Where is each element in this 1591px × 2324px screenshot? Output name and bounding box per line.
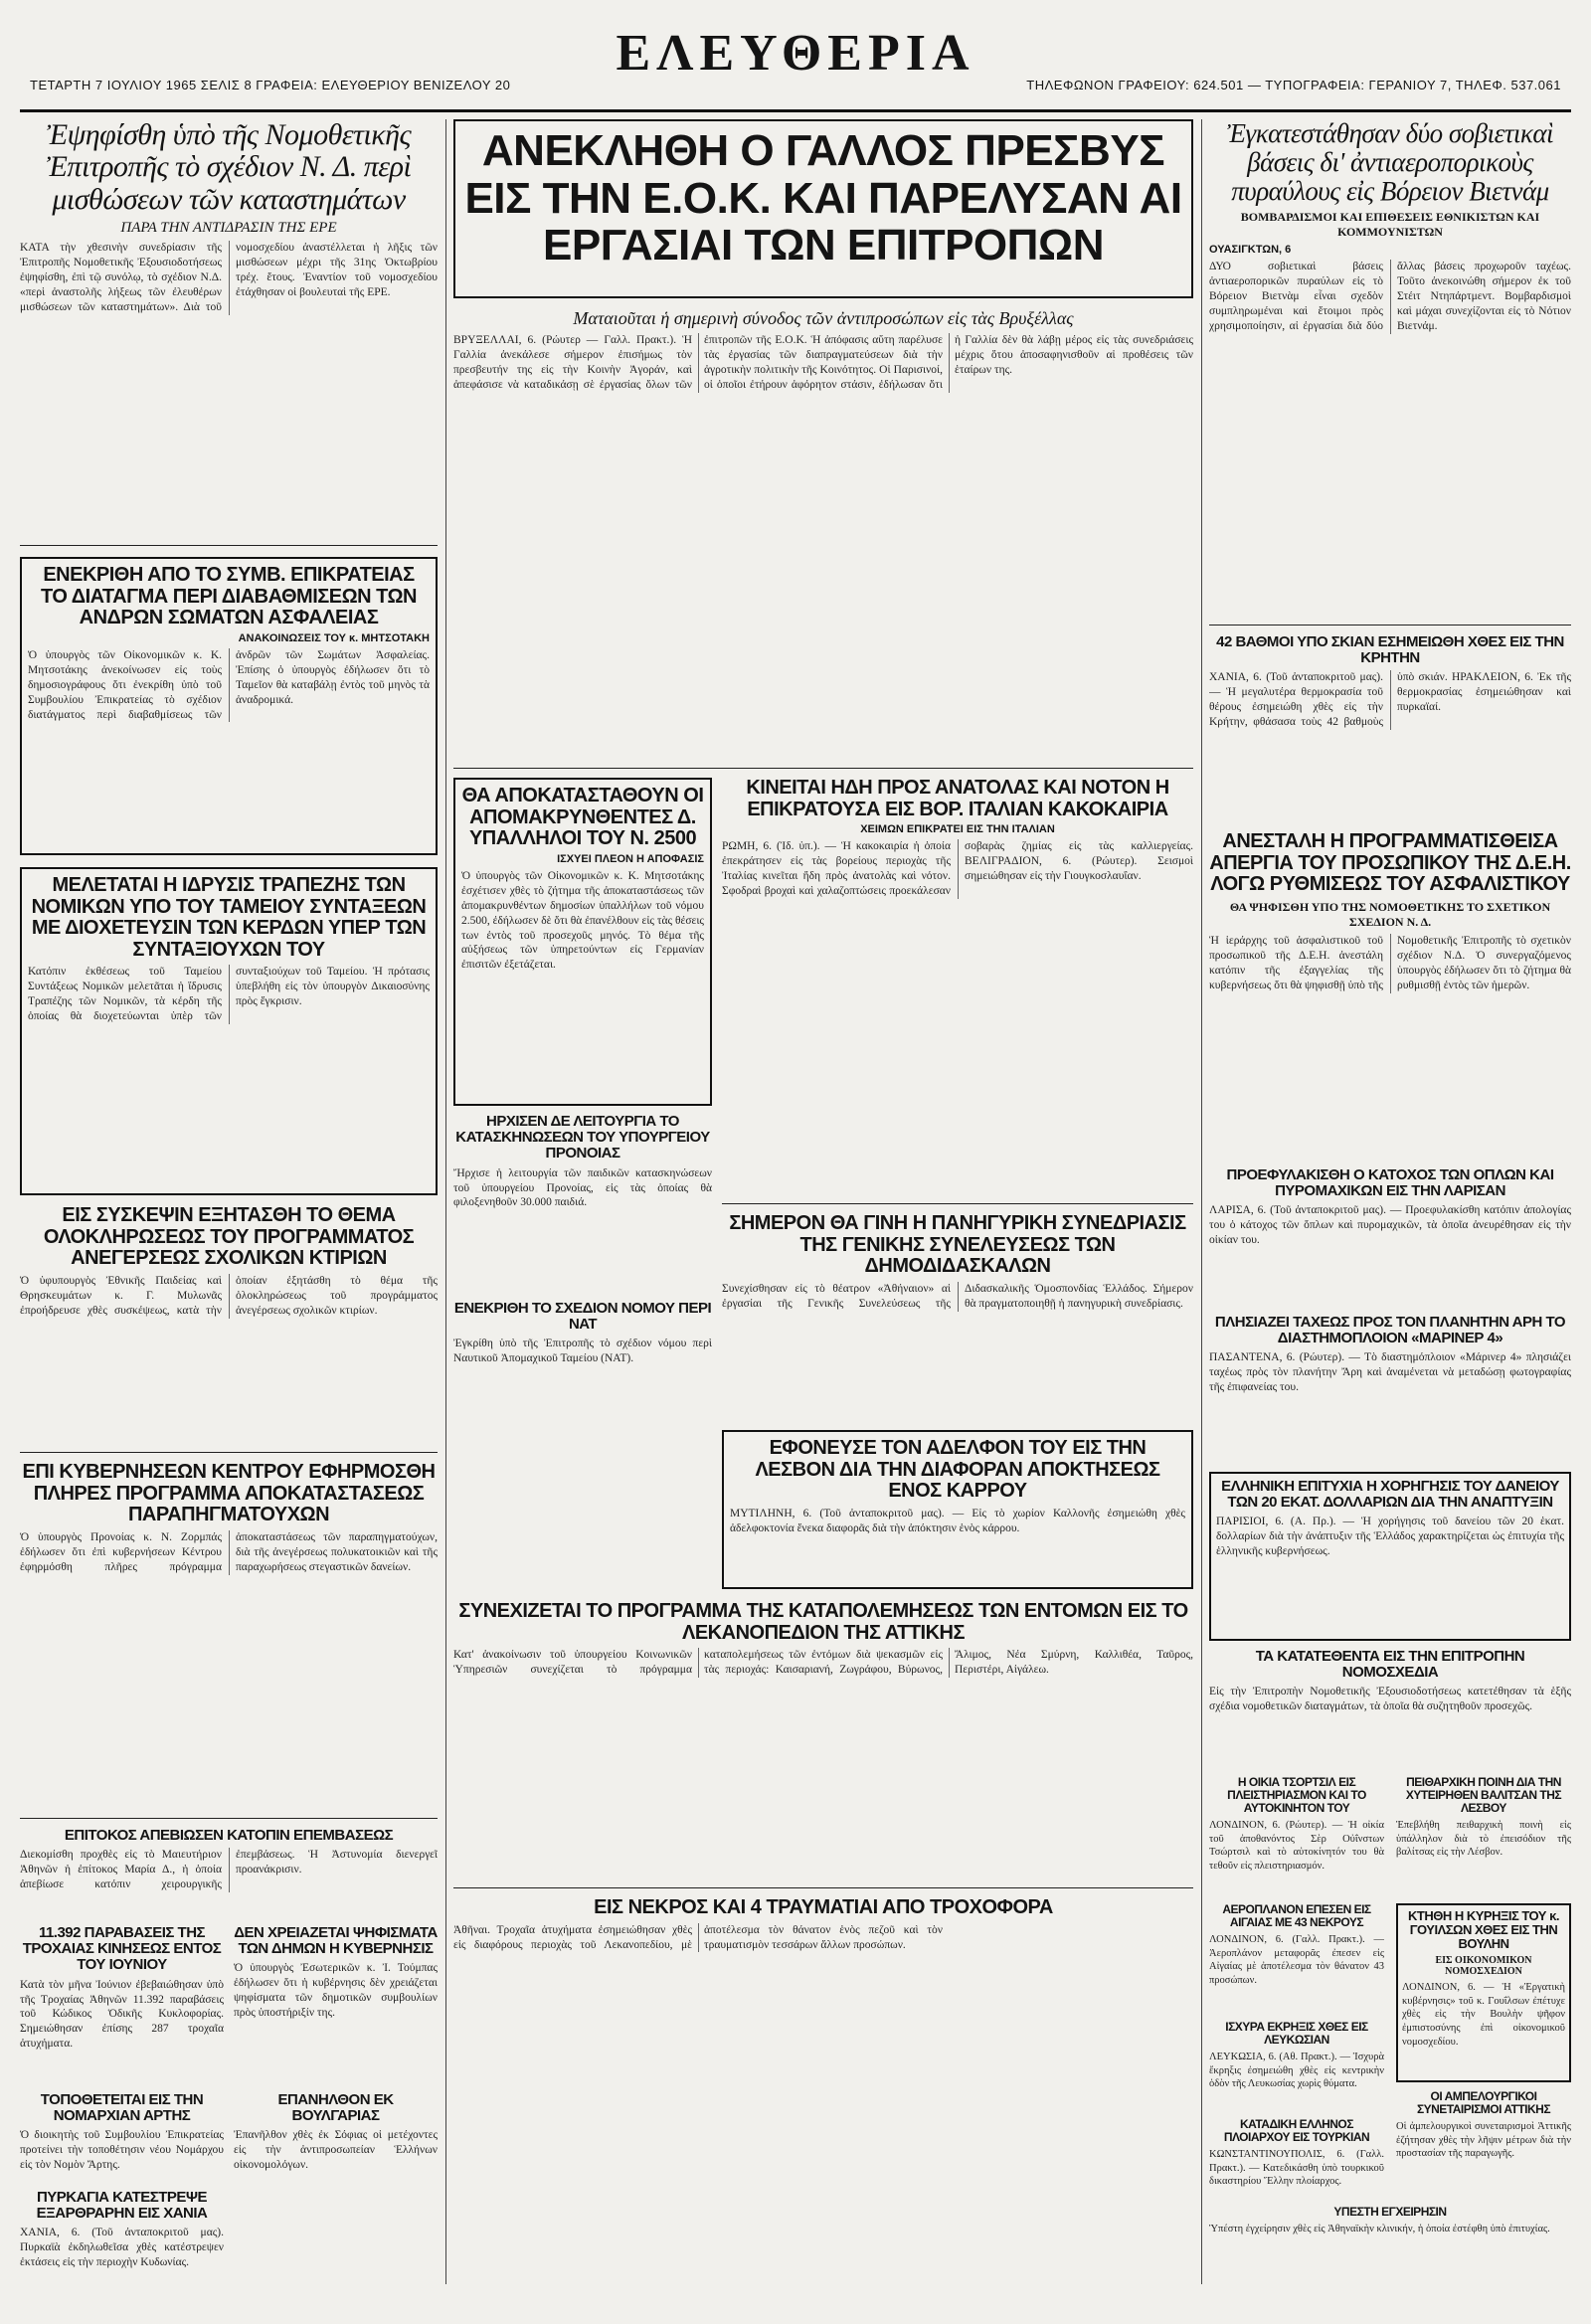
headline: ΣΗΜΕΡΟΝ ΘΑ ΓΙΝΗ Η ΠΑΝΗΓΥΡΙΚΗ ΣΥΝΕΔΡΙΑΣΙΣ ΤΗΣ ΓΕΝΙΚΗΣ ΣΥΝΕΛΕΥΣΕΩΣ ΤΩΝ ΔΗΜΟΔΙΔΑΣΚΑΛΩΝ	[729, 1213, 1186, 1278]
headline: ΠΛΗΣΙΑΖΕΙ ΤΑΧΕΩΣ ΠΡΟΣ ΤΟΝ ΠΛΑΝΗΤΗΝ ΑΡΗ ΤΟ ΔΙΑΣΤΗΜΟΠΛΟΙΟΝ «ΜΑΡΙΝΕΡ 4»	[1214, 1315, 1566, 1347]
divider	[722, 1203, 1193, 1204]
divider	[453, 1887, 1193, 1888]
article-body: ΒΡΥΞΕΛΛΑΙ, 6. (Ρώυτερ — Γαλλ. Πρακτ.). Ἡ Γαλλία ἀνεκάλεσε σήμερον ἐπισήμως τὸν πρεσβευτήν της εἰς τὴν Κοινὴν Ἀγοράν, καὶ ἀπεφάσισε νὰ καταδικάσῃ σὲ ἐργασίας ὅλων τῶν ἐπιτροπῶν τῆς Ε.Ο.Κ. Ἡ ἀπόφασις αὕτη παρέλυσε τὰς ἐργασίας τῶν διαπραγματεύσεων διὰ τὴν ἀγροτικὴν πολιτικὴν τῆς Κοινότητος. Οἱ Παρισινοί, οἱ ὁποῖοι ἐτήρουν ἀφόρητον στάσιν, ἐδήλωσαν ὅτι ἡ Γαλλία δὲν θὰ λάβῃ μέρος εἰς τὰς συνεδριάσεις μέχρις ὅτου ἀποσαφηνισθοῦν αἱ προθέσεις τῶν ἑταίρων της.	[453, 334, 1193, 391]
headline: ΠΡΟΕΦΥΛΑΚΙΣΘΗ Ο ΚΑΤΟΧΟΣ ΤΩΝ ΟΠΛΩΝ ΚΑΙ ΠΥΡΟΜΑΧΙΚΩΝ ΕΙΣ ΤΗΝ ΛΑΡΙΣΑΝ	[1226, 1167, 1554, 1200]
headline: Ἐψηφίσθη ὑπὸ τῆς Νομοθετικῆς Ἐπιτροπῆς τὸ σχέδιον Ν. Δ. περὶ μισθώσεων τῶν καταστημάτων	[46, 119, 412, 216]
headline: ΔΕΝ ΧΡΕΙΑΖΕΤΑΙ ΨΗΦΙΣΜΑΤΑ ΤΩΝ ΔΗΜΩΝ Η ΚΥΒΕΡΝΗΣΙΣ	[234, 1925, 438, 1958]
headline: ΕΙΣ ΣΥΣΚΕΨΙΝ ΕΞΗΤΑΣΘΗ ΤΟ ΘΕΜΑ ΟΛΟΚΛΗΡΩΣΕΩΣ ΤΟΥ ΠΡΟΓΡΑΜΜΑΤΟΣ ΑΝΕΓΕΡΣΕΩΣ ΣΧΟΛΙΚΩΝ ΚΤΙΡΙΩΝ	[43, 1205, 415, 1270]
headline: ΕΝΕΚΡΙΘΗ ΤΟ ΣΧΕΔΙΟΝ ΝΟΜΟΥ ΠΕΡΙ ΝΑΤ	[453, 1301, 712, 1334]
divider	[20, 545, 438, 546]
article-body: ΛΟΝΔΙΝΟΝ, 6. (Ρώυτερ). — Ἡ οἰκία τοῦ ἀποθανόντος Σὲρ Οὐΐνστων Τσώρτσιλ καὶ τὸ αὐτοκίνητόν του θὰ τεθοῦν εἰς πλειστηριασμόν.	[1209, 1819, 1384, 1872]
article-body: ΛΟΝΔΙΝΟΝ, 6. — Ἡ «Ἐργατικὴ κυβέρνησις» τοῦ κ. Γουΐλσων ἐπέτυχε χθὲς εἰς τὴν Βουλὴν ψῆφον ἐμπιστοσύνης ἐπὶ οἰκονομικοῦ νομοσχεδίου.	[1402, 1982, 1565, 2048]
article-body: Εἰς τὴν Ἐπιτροπὴν Νομοθετικῆς Ἐξουσιοδοτήσεως κατετέθησαν τὰ ἑξῆς σχέδια νομοθετικῶν διαταγμάτων, τὰ ὁποῖα θὰ συζητηθοῦν προσεχῶς.	[1209, 1686, 1571, 1713]
headline: ΗΡΧΙΣΕΝ ΔΕ ΛΕΙΤΟΥΡΓΙΑ ΤΟ ΚΑΤΑΣΚΗΝΩΣΕΩΝ ΤΟΥ ΥΠΟΥΡΓΕΙΟΥ ΠΡΟΝΟΙΑΣ	[455, 1114, 710, 1162]
article-body: Ὁ διοικητὴς τοῦ Συμβουλίου Ἐπικρατείας προτείνει τὴν τοποθέτησιν νέου Νομάρχου εἰς τὸν Νομὸν Ἄρτης.	[20, 2129, 224, 2172]
subheadline: ΒΟΜΒΑΡΔΙΣΜΟΙ ΚΑΙ ΕΠΙΘΕΣΕΙΣ ΕΘΝΙΚΙΣΤΩΝ ΚΑΙ ΚΟΜΜΟΥΝΙΣΤΩΝ	[1240, 210, 1540, 240]
subheadline: ΕΙΣ ΟΙΚΟΝΟΜΙΚΟΝ ΝΟΜΟΣΧΕΔΙΟΝ	[1435, 1955, 1532, 1978]
headline: ΕΠΑΝΗΛΘΟΝ ΕΚ ΒΟΥΛΓΑΡΙΑΣ	[277, 2092, 394, 2125]
headline: Η ΟΙΚΙΑ ΤΣΟΡΤΣΙΛ ΕΙΣ ΠΛΕΙΣΤΗΡΙΑΣΜΟΝ ΚΑΙ ΤΟ ΑΥΤΟΚΙΝΗΤΟΝ ΤΟΥ	[1227, 1776, 1366, 1815]
article-body: Ἐπανῆλθον χθὲς ἐκ Σόφιας οἱ μετέχοντες εἰς τὴν ἀντιπροσωπείαν Ἑλλήνων οἰκονομολόγων.	[234, 2129, 438, 2172]
subheadline: ΘΑ ΨΗΦΙΣΘΗ ΥΠΟ ΤΗΣ ΝΟΜΟΘΕΤΙΚΗΣ ΤΟ ΣΧΕΤΙΚΟΝ ΣΧΕΔΙΟΝ Ν. Δ.	[1229, 899, 1551, 929]
article-plane-crash	[1209, 1903, 1384, 2013]
divider	[1209, 625, 1571, 626]
article-welfare-camps	[453, 1114, 712, 1293]
headline: ΑΝΕΣΤΑΛΗ Η ΠΡΟΓΡΑΜΜΑΤΙΣΘΕΙΣΑ ΑΠΕΡΓΙΑ ΤΟΥ ΠΡΟΣΩΠΙΚΟΥ ΤΗΣ Δ.Ε.Η. ΛΟΓΩ ΡΥΘΜΙΣΕΩΣ ΤΟΥ ΑΣΦΑΛΙΣΤΙΚΟΥ	[1209, 831, 1571, 896]
headline: ΠΕΙΘΑΡΧΙΚΗ ΠΟΙΝΗ ΔΙΑ ΤΗΝ ΧΥΤΕΙΡΗΘΕΝ ΒΑΛΙΤΣΑΝ ΤΗΣ ΛΕΣΒΟΥ	[1405, 1776, 1562, 1815]
article-body: Οἱ ἀμπελουργικοὶ συνεταιρισμοὶ Ἀττικῆς ἐζήτησαν χθὲς τὴν λῆψιν μέτρων διὰ τὴν προστασίαν τῆς παραγωγῆς.	[1396, 2120, 1571, 2160]
headline: ΕΠΙΤΟΚΟΣ ΑΠΕΒΙΩΣΕΝ ΚΑΤΟΠΙΝ ΕΠΕΜΒΑΣΕΩΣ	[64, 1828, 394, 1844]
article-rent-law	[20, 119, 438, 537]
article-body: ΛΕΥΚΩΣΙΑ, 6. (Αθ. Πρακτ.). — Ἰσχυρὰ ἔκρηξις ἐσημειώθη χθὲς εἰς κεντρικὴν ὁδὸν τῆς Λευκωσίας χωρὶς θύματα.	[1209, 2051, 1384, 2090]
article-vine-cooperatives	[1396, 2090, 1571, 2200]
article-body: Ἡ ἱεράρχης τοῦ ἀσφαλιστικοῦ τοῦ προσωπικοῦ τῆς Δ.Ε.Η. ἀνεστάλη κατόπιν τῆς ἐξαγγελίας τῆς κυβερνήσεως ὅτι θὰ ψηφισθῇ ὑπὸ τῆς Νομοθετικῆς Ἐπιτροπῆς τὸ σχετικὸν σχέδιον Ν.Δ. Ὁ συνεργαζόμενος ὑπουργὸς ἐδήλωσεν ὅτι τὸ ζήτημα θὰ ρυθμισθῇ ἐντὸς τῶν ἡμερῶν.	[1209, 934, 1571, 991]
headline: ΑΝΕΚΛΗΘΗ Ο ΓΑΛΛΟΣ ΠΡΕΣΒΥΣ ΕΙΣ ΤΗΝ Ε.Ο.Κ. ΚΑΙ ΠΑΡΕΛΥΣΑΝ ΑΙ ΕΡΓΑΣΙΑΙ ΤΩΝ ΕΠΙΤΡΟΠΩΝ	[464, 126, 1182, 270]
article-mariner-4	[1209, 1315, 1571, 1464]
column-rule	[445, 119, 446, 2284]
article-body: Ὑπέστη ἐγχείρησιν χθὲς εἰς Ἀθηναϊκὴν κλινικήν, ἡ ὁποία ἐστέφθη ὑπὸ ἐπιτυχίας.	[1209, 2223, 1550, 2235]
article-traffic-accidents	[453, 1897, 1193, 2284]
article-body: Ὁ ὑπουργὸς τῶν Οἰκονομικῶν κ. Κ. Μητσοτάκης ἐσχέτισεν χθὲς τὸ ζήτημα τῆς ἀποκαταστάσεως τῶν ἀπομακρυνθέντων δημοσίων ὑπαλλήλων τοῦ νόμου 2.500, ἐδήλωσεν δὲ ὅτι θὰ ἐπανέλθουν εἰς τὰς θέσεις των ἐντὸς τοῦ προσεχοῦς μηνός. Τὸ θέμα τῆς αὐξήσεως τῶν ὑπηρετούντων εἰς Γερμανίαν ἐπισιτῶν ἐξετάζεται.	[461, 869, 704, 972]
article-body: ΧΑΝΙΑ, 6. (Τοῦ ἀνταποκριτοῦ μας). Πυρκαϊὰ ἐκδηλωθεῖσα χθὲς κατέστρεψεν ἐκτάσεις εἰς τὴν περιοχὴν Κυδωνίας.	[20, 2227, 224, 2269]
headline: 11.392 ΠΑΡΑΒΑΣΕΙΣ ΤΗΣ ΤΡΟΧΑΙΑΣ ΚΙΝΗΣΕΩΣ ΕΝΤΟΣ ΤΟΥ ΙΟΥΝΙΟΥ	[22, 1925, 222, 1974]
article-french-ambassador	[453, 119, 1193, 298]
byline: ΟΥΑΣΙΓΚΤΩΝ, 6	[1209, 244, 1292, 257]
article-chania-fire	[20, 2190, 224, 2284]
article-body: Κατ' ἀνακοίνωσιν τοῦ ὑπουργείου Κοινωνικῶν Ὑπηρεσιῶν συνεχίζεται τὸ πρόγραμμα καταπολεμήσεως τῶν ἐντόμων διὰ ψεκασμῶν εἰς τὰς περιοχάς: Καισαριανή, Ζωγράφου, Βύρωνος, Ἄλιμος, Νέα Σμύρνη, Καλλιθέα, Ταῦρος, Περιστέρι, Αἰγάλεω.	[453, 1649, 1193, 1677]
byline: ΙΣΧΥΕΙ ΠΛΕΟΝ Η ΑΠΟΦΑΣΙΣ	[557, 852, 704, 865]
newspaper-page	[20, 20, 1571, 2284]
article-dismissed-employees	[453, 778, 712, 1106]
article-body: Ὁ ὑφυπουργὸς Ἐθνικῆς Παιδείας καὶ Θρησκευμάτων κ. Γ. Μυλωνᾶς ἐπροήδρευσε χθὲς συσκέψεως, κατὰ τὴν ὁποίαν ἐξητάσθη τὸ θέμα τῆς ὁλοκληρώσεως τοῦ προγράμματος ἀνεγέρσεως σχολικῶν κτιρίων.	[20, 1274, 438, 1317]
article-churchill-house	[1209, 1776, 1384, 1895]
article-body: Κατόπιν ἐκθέσεως τοῦ Ταμείου Συντάξεως Νομικῶν μελετᾶται ἡ ἵδρυσις Τραπέζης τῶν Νομικῶν, τὰ κέρδη τῆς ὁποίας θὰ διοχετεύωνται ὑπὲρ τῶν συνταξιούχων τοῦ Ταμείου. Ἡ πρότασις ὑπεβλήθη εἰς τὸν ὑπουργὸν Δικαιοσύνης πρὸς ἔγκρισιν.	[28, 966, 430, 1023]
article-body: ΠΑΣΑΝΤΕΝΑ, 6. (Ρώυτερ). — Τὸ διαστημόπλοιον «Μάρινερ 4» πλησιάζει ταχέως πρὸς τὸν πλανήτην Ἄρη καὶ ἀναμένεται νὰ μεταδώσῃ φωτογραφίας τῆς ἐπιφανείας του.	[1209, 1351, 1571, 1394]
article-body: Ὁ ὑπουργὸς Ἐσωτερικῶν κ. Ἰ. Τούμπας ἐδήλωσεν ὅτι ἡ κυβέρνησις δὲν χρειάζεται ψηφίσματα τῶν δημοτικῶν συμβουλίων πρὸς ὑποστήριξίν της.	[234, 1962, 438, 2020]
article-italy-weather	[722, 778, 1193, 1195]
headline: ΤΑ ΚΑΤΑΤΕΘΕΝΤΑ ΕΙΣ ΤΗΝ ΕΠΙΤΡΟΠΗΝ ΝΟΜΟΣΧΕΔΙΑ	[1255, 1649, 1525, 1682]
article-insect-control	[453, 1601, 1193, 1879]
article-dei-strike	[1209, 831, 1571, 1160]
byline: ΧΕΙΜΩΝ ΕΠΙΚΡΑΤΕΙ ΕΙΣ ΤΗΝ ΙΤΑΛΙΑΝ	[860, 823, 1055, 836]
divider	[20, 1818, 438, 1819]
article-larissa-arms	[1209, 1167, 1571, 1307]
article-return-from-bulgaria	[234, 2092, 438, 2284]
article-body: ΔΥΟ σοβιετικαὶ βάσεις ἀντιαεροπορικῶν πυραύλων εἰς τὸ Βόρειον Βιετνὰμ εἶναι σχεδὸν συμπληρωμέναι καὶ ἕτοιμοι πρὸς χρησιμοποίησιν, αἱ ἐργασίαι διὰ δύο ἄλλας βάσεις προχωροῦν ταχέως. Τοῦτο ἀνεκοινώθη σήμερον ἐκ τοῦ Στέιτ Ντηπάρτμεντ. Βομβαρδισμοὶ καὶ μάχαι συνεχίζονται εἰς τὸ Νότιον Βιετνάμ.	[1209, 261, 1571, 333]
article-lawyers-bank	[20, 867, 438, 1195]
article-body: ΛΑΡΙΣΑ, 6. (Τοῦ ἀνταποκριτοῦ μας). — Προεφυλακίσθη κατόπιν ἀπολογίας του ὁ κάτοχος τῶν ὅπλων καὶ πυρομαχικῶν, τὰ ὁποῖα ἀνευρέθησαν εἰς τὴν οἰκίαν του.	[1209, 1204, 1571, 1247]
headline: ΠΥΡΚΑΓΙΑ ΚΑΤΕΣΤΡΕΨΕ ΕΞΑΡΘΡΑΡΗΝ ΕΙΣ ΧΑΝΙΑ	[36, 2190, 208, 2223]
article-lesbos-murder	[722, 1430, 1193, 1589]
column-rule	[1201, 119, 1202, 2284]
headline: ΕΦΟΝΕΥΣΕ ΤΟΝ ΑΔΕΛΦΟΝ ΤΟΥ ΕΙΣ ΤΗΝ ΛΕΣΒΟΝ ΔΙΑ ΤΗΝ ΔΙΑΦΟΡΑΝ ΑΠΟΚΤΗΣΕΩΣ ΕΝΟΣ ΚΑΡΡΟΥ	[755, 1437, 1160, 1503]
divider	[20, 1452, 438, 1453]
headline: ΚΙΝΕΙΤΑΙ ΗΔΗ ΠΡΟΣ ΑΝΑΤΟΛΑΣ ΚΑΙ ΝΟΤΟΝ Η ΕΠΙΚΡΑΤΟΥΣΑ ΕΙΣ ΒΟΡ. ΙΤΑΛΙΑΝ ΚΑΚΟΚΑΙΡΙΑ	[746, 778, 1169, 820]
headline: ΑΕΡΟΠΛΑΝΟΝ ΕΠΕΣΕΝ ΕΙΣ ΑΙΓΑΙΑΣ ΜΕ 43 ΝΕΚΡΟΥΣ	[1222, 1903, 1371, 1929]
article-body: Ὁ ὑπουργὸς Προνοίας κ. Ν. Ζορμπάς ἐδήλωσεν ὅτι ἐπὶ κυβερνήσεων Κέντρου ἐφηρμόσθη πλῆρες πρόγραμμα ἀποκαταστάσεως τῶν παραπηγματούχων, διὰ τῆς ἀνεγέρσεως πολυκατοικιῶν καὶ τῆς παραχωρήσεως στεγαστικῶν δανείων.	[20, 1530, 438, 1573]
article-submitted-bills	[1209, 1649, 1571, 1768]
article-body: Ἤρχισε ἡ λειτουργία τῶν παιδικῶν κατασκηνώσεων τοῦ ὑπουργείου Προνοίας, εἰς τὰς ὁποίας θὰ φιλοξενηθοῦν 30.000 παιδιά.	[453, 1166, 712, 1209]
article-body: ΜΥΤΙΛΗΝΗ, 6. (Τοῦ ἀνταποκριτοῦ μας). — Εἰς τὸ χωρίον Καλλονῆς ἐσημειώθη χθὲς ἀδελφοκτονία ἕνεκα διαφορᾶς διὰ τὴν ἀπόκτησιν ἑνὸς κάρρου.	[730, 1507, 1185, 1534]
article-shanty-dwellers	[20, 1462, 438, 1810]
article-body: Ὁ ὑπουργὸς τῶν Οἰκονομικῶν κ. Κ. Μητσοτάκης ἀνεκοίνωσεν εἰς τοὺς δημοσιογράφους ὅτι ἐνεκρίθη ὑπὸ τοῦ Συμβουλίου Ἐπικρατείας τὸ σχέδιον διατάγματος περὶ διαβαθμίσεως τῶν ἀνδρῶν τῶν Σωμάτων Ἀσφαλείας. Ἐπίσης ὁ ὑπουργὸς ἐδήλωσεν ὅτι τὸ Ταμεῖον θὰ καταβάλῃ ἐντὸς τοῦ μηνὸς τὰ ἀναδρομικά.	[28, 648, 430, 721]
headline: Ἐγκατεστάθησαν δύο σοβιετικαὶ βάσεις δι' ἀντιαεροπορικοὺς πυραύλους εἰς Βόρειον Βιετνάμ	[1226, 119, 1554, 207]
article-school-buildings	[20, 1205, 438, 1444]
headline: ΘΑ ΑΠΟΚΑΤΑΣΤΑΘΟΥΝ ΟΙ ΑΠΟΜΑΚΡΥΝΘΕΝΤΕΣ Δ. ΥΠΑΛΛΗΛΟΙ ΤΟΥ Ν. 2500	[461, 785, 704, 850]
headline: ΤΟΠΟΘΕΤΕΙΤΑΙ ΕΙΣ ΤΗΝ ΝΟΜΑΡΧΙΑΝ ΑΡΤΗΣ	[40, 2092, 204, 2125]
byline: ΑΝΑΚΟΙΝΩΣΕΙΣ ΤΟΥ κ. ΜΗΤΣΟΤΑΚΗ	[238, 631, 430, 644]
article-body: ΚΩΝΣΤΑΝΤΙΝΟΥΠΟΛΙΣ, 6. (Γαλλ. Πρακτ.). — Κατεδικάσθη ὑπὸ τουρκικοῦ δικαστηρίου Ἕλλην πλοίαρχος.	[1209, 2148, 1384, 2188]
headline: ΕΛΛΗΝΙΚΗ ΕΠΙΤΥΧΙΑ Η ΧΟΡΗΓΗΣΙΣ ΤΟΥ ΔΑΝΕΙΟΥ ΤΩΝ 20 ΕΚΑΤ. ΔΟΛΛΑΡΙΩΝ ΔΙΑ ΤΗΝ ΑΝΑΠΤΥΞΙΝ	[1221, 1478, 1559, 1512]
divider	[453, 768, 1193, 769]
article-body: Συνεχίσθησαν εἰς τὸ θέατρον «Ἀθήναιον» αἱ ἐργασίαι τῆς Γενικῆς Συνελεύσεως τῆς Διδασκαλικῆς Ὁμοσπονδίας Ἑλλάδος. Σήμερον θὰ πραγματοποιηθῇ ἡ πανηγυρικὴ συνεδρίασις.	[722, 1282, 1193, 1310]
article-teachers-assembly	[722, 1213, 1193, 1422]
article-wilson-vote	[1396, 1903, 1571, 2082]
headline: ΥΠΕΣΤΗ ΕΓΧΕΙΡΗΣΙΝ	[1333, 2206, 1447, 2219]
subheadline: ΠΑΡΑ ΤΗΝ ΑΝΤΙΔΡΑΣΙΝ ΤΗΣ ΕΡΕ	[120, 220, 337, 237]
article-body: Ἀθῆναι. Τροχαῖα ἀτυχήματα ἐσημειώθησαν χθὲς εἰς διαφόρους περιοχὰς τοῦ Λεκανοπεδίου, μὲ ἀποτέλεσμα τὸν θάνατον ἑνὸς πεζοῦ καὶ τὸν τραυματισμὸν τεσσάρων ἄλλων προσώπων.	[453, 1923, 943, 1951]
article-arta-prefecture	[20, 2092, 224, 2182]
subheadline: Ματαιοῦται ἡ σημερινὴ σύνοδος τῶν ἀντιπροσώπων εἰς τὰς Βρυξέλλας	[573, 308, 1074, 328]
article-captain-conviction	[1209, 2118, 1384, 2198]
article-body: Κατὰ τὸν μῆνα Ἰούνιον ἐβεβαιώθησαν ὑπὸ τῆς Τροχαίας Ἀθηνῶν 11.392 παραβάσεις τοῦ Κώδικος Ὁδικῆς Κυκλοφορίας. Σημειώθησαν ἐπίσης 287 τροχαῖα ἀτυχήματα.	[20, 1978, 224, 2051]
article-body: ΚΑΤΑ τὴν χθεσινὴν συνεδρίασιν τῆς Ἐπιτροπῆς Νομοθετικῆς Ἐξουσιοδοτήσεως ἐψηφίσθη, ἐπὶ τῷ συνόλῳ, τὸ σχέδιον Ν.Δ. «περὶ ἀναστολῆς λήξεως τῶν ἐλευθέρων μισθώσεων τῶν καταστημάτων». Διὰ τοῦ νομοσχεδίου ἀναστέλλεται ἡ λῆξις τῶν μισθώσεων μέχρι τῆς 31ης Ὀκτωβρίου τρέχ. ἔτους. Ἐναντίον τοῦ νομοσχεδίου ἐτάχθησαν οἱ βουλευταὶ τῆς ΕΡΕ.	[20, 242, 438, 313]
headline: ΕΠΙ ΚΥΒΕΡΝΗΣΕΩΝ ΚΕΝΤΡΟΥ ΕΦΗΡΜΟΣΘΗ ΠΛΗΡΕΣ ΠΡΟΓΡΑΜΜΑ ΑΠΟΚΑΤΑΣΤΑΣΕΩΣ ΠΑΡΑΠΗΓΜΑΤΟΥΧΩΝ	[22, 1462, 436, 1526]
article-body: Ἐπεβλήθη πειθαρχικὴ ποινὴ εἰς ὑπάλληλον διὰ τὸ ἐπεισόδιον τῆς βαλίτσας εἰς τὴν Λέσβον.	[1396, 1819, 1571, 1859]
article-body: ΛΟΝΔΙΝΟΝ, 6. (Γαλλ. Πρακτ.). — Ἀεροπλάνον μεταφορᾶς ἐπεσεν εἰς Αἰγαίας μὲ ἀποτέλεσμα τὸν θάνατον 43 προσώπων.	[1209, 1933, 1384, 1986]
article-surgery	[1209, 2206, 1571, 2284]
masthead	[20, 20, 1571, 112]
article-eec-body	[453, 304, 1193, 762]
article-body: ΧΑΝΙΑ, 6. (Τοῦ ἀνταποκριτοῦ μας). — Ἡ μεγαλυτέρα θερμοκρασία τοῦ θέρους ἐσημειώθη χθὲς εἰς τὴν Κρήτην, φθάσασα τοὺς 42 βαθμοὺς ὑπὸ σκιάν. ΗΡΑΚΛΕΙΟΝ, 6. Ἐκ τῆς θερμοκρασίας ἐσημειώθησαν καὶ πυρκαϊαί.	[1209, 671, 1571, 729]
article-lesbos-suitcase	[1396, 1776, 1571, 1895]
article-vietnam-bases	[1209, 119, 1571, 617]
article-development-loan	[1209, 1472, 1571, 1641]
article-security-ranks	[20, 557, 438, 855]
headline: ΕΝΕΚΡΙΘΗ ΑΠΟ ΤΟ ΣΥΜΒ. ΕΠΙΚΡΑΤΕΙΑΣ ΤΟ ΔΙΑΤΑΓΜΑ ΠΕΡΙ ΔΙΑΒΑΘΜΙΣΕΩΝ ΤΩΝ ΑΝΔΡΩΝ ΣΩΜΑΤΩΝ ΑΣΦΑΛΕΙΑΣ	[40, 564, 417, 629]
headline: ΣΥΝΕΧΙΖΕΤΑΙ ΤΟ ΠΡΟΓΡΑΜΜΑ ΤΗΣ ΚΑΤΑΠΟΛΕΜΗΣΕΩΣ ΤΩΝ ΕΝΤΟΜΩΝ ΕΙΣ ΤΟ ΛΕΚΑΝΟΠΕΔΙΟΝ ΤΗΣ ΑΤΤΙΚΗΣ	[458, 1601, 1188, 1644]
article-body: Διεκομίσθη προχθὲς εἰς τὸ Μαιευτήριον Ἀθηνῶν ἡ ἐπίτοκος Μαρία Δ., ἡ ὁποία ἀπεβίωσε κατόπιν χειρουργικῆς ἐπεμβάσεως. Ἡ Ἀστυνομία διενεργεῖ προανάκρισιν.	[20, 1849, 438, 1891]
article-municipal-resolutions	[234, 1925, 438, 2084]
headline: ΟΙ ΑΜΠΕΛΟΥΡΓΙΚΟΙ ΣΥΝΕΤΑΙΡΙΣΜΟΙ ΑΤΤΙΚΗΣ	[1416, 2090, 1551, 2116]
contact-phones: ΤΗΛΕΦΩΝΟΝ ΓΡΑΦΕΙΟΥ: 624.501 — ΤΥΠΟΓΡΑΦΕΙΑ: ΓΕΡΑΝΙΟΥ 7, ΤΗΛΕΦ. 537.061	[1026, 78, 1561, 92]
article-nat-law	[453, 1301, 712, 1420]
headline: ΚΤΗΘΗ Η ΚΥΡΗΞΙΣ ΤΟΥ κ. ΓΟΥΙΛΣΩΝ ΧΘΕΣ ΕΙΣ ΤΗΝ ΒΟΥΛΗΝ	[1408, 1908, 1559, 1952]
headline: ΜΕΛΕΤΑΤΑΙ Η ΙΔΡΥΣΙΣ ΤΡΑΠΕΖΗΣ ΤΩΝ ΝΟΜΙΚΩΝ ΥΠΟ ΤΟΥ ΤΑΜΕΙΟΥ ΣΥΝΤΑΞΕΩΝ ΜΕ ΔΙΟΧΕΤΕΥΣΙΝ ΤΩΝ ΚΕΡΔΩΝ ΥΠΕΡ ΤΩΝ ΣΥΝΤΑΞΙΟΥΧΩΝ ΤΟΥ	[31, 874, 427, 961]
article-crete-heat	[1209, 634, 1571, 823]
article-body: ΠΑΡΙΣΙΟΙ, 6. (Α. Πρ.). — Ἡ χορήγησις τοῦ δανείου τῶν 20 ἑκατ. δολλαρίων διὰ τὴν ἀνάπτυξιν τῆς Ἑλλάδος χαρακτηρίζεται ὡς ἐπιτυχία τῆς ἑλληνικῆς κυβερνήσεως.	[1216, 1516, 1564, 1558]
headline: ΙΣΧΥΡΑ ΕΚΡΗΞΙΣ ΧΘΕΣ ΕΙΣ ΛΕΥΚΩΣΙΑΝ	[1225, 2021, 1368, 2047]
article-maternity-death	[20, 1828, 438, 1917]
article-body: Ἐγκρίθη ὑπὸ τῆς Ἐπιτροπῆς τὸ σχέδιον νόμου περὶ Ναυτικοῦ Ἀπομαχικοῦ Ταμείου (ΝΑΤ).	[453, 1338, 712, 1365]
headline: ΚΑΤΑΔΙΚΗ ΕΛΛΗΝΟΣ ΠΛΟΙΑΡΧΟΥ ΕΙΣ ΤΟΥΡΚΙΑΝ	[1223, 2118, 1370, 2144]
article-nicosia-explosion	[1209, 2021, 1384, 2110]
headline: 42 ΒΑΘΜΟΙ ΥΠΟ ΣΚΙΑΝ ΕΣΗΜΕΙΩΘΗ ΧΘΕΣ ΕΙΣ ΤΗΝ ΚΡΗΤΗΝ	[1216, 634, 1564, 667]
headline: ΕΙΣ ΝΕΚΡΟΣ ΚΑΙ 4 ΤΡΑΥΜΑΤΙΑΙ ΑΠΟ ΤΡΟΧΟΦΟΡΑ	[594, 1897, 1053, 1918]
article-traffic-violations	[20, 1925, 224, 2084]
article-body: ΡΩΜΗ, 6. (Ἰδ. ὑπ.). — Ἡ κακοκαιρία ἡ ὁποία ἐπεκράτησεν εἰς τὰς βορείους περιοχὰς τῆς Ἰταλίας κινεῖται ἤδη πρὸς ἀνατολὰς καὶ νότον. Σφοδραὶ βροχαὶ καὶ χαλαζοπτώσεις προεκάλεσαν σοβαρὰς ζημίας εἰς τὰς καλλιεργείας. ΒΕΛΙΓΡΑΔΙΟΝ, 6. (Ρώυτερ). Σεισμοὶ σημειώθησαν εἰς τὴν Γιουγκοσλαυΐαν.	[722, 840, 1193, 897]
issue-date: ΤΕΤΑΡΤΗ 7 ΙΟΥΛΙΟΥ 1965 ΣΕΛΙΣ 8 ΓΡΑΦΕΙΑ: ΕΛΕΥΘΕΡΙΟΥ ΒΕΝΙΖΕΛΟΥ 20	[30, 78, 511, 92]
newspaper-title: ΕΛΕΥΘΕΡΙΑ	[616, 25, 975, 82]
